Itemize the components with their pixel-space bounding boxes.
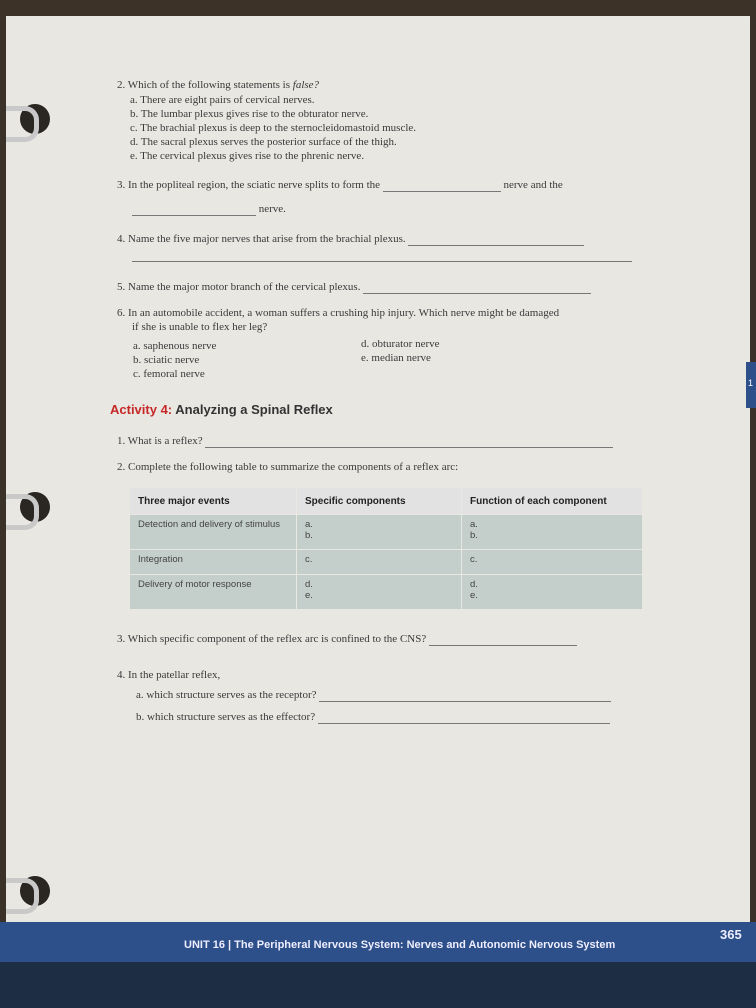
question-2-option: b. The lumbar plexus gives rise to the obturator nerve. [130,108,369,120]
question-6-option: d. obturator nerve [361,338,440,350]
answer-blank[interactable] [132,261,632,262]
question-4: 4. Name the five major nerves that arise from the brachial plexus. [117,232,584,246]
question-2-option: a. There are eight pairs of cervical nerves. [130,94,315,106]
table-cell-event: Detection and delivery of stimulus [130,515,297,550]
answer-blank[interactable] [408,245,584,246]
table-row [130,550,642,575]
binder-ring [6,878,39,914]
activity-question-4b: b. which structure serves as the effector? [136,710,610,724]
question-2-option: e. The cervical plexus gives rise to the phrenic nerve. [130,150,365,162]
footer-title: UNIT 16 | The Peripheral Nervous System: Nerves and Autonomic Nervous System [184,939,616,951]
answer-blank[interactable] [132,215,256,216]
question-2-option: d. The sacral plexus serves the posterior surface of the thigh. [130,136,397,148]
question-6-option: b. sciatic nerve [133,354,200,366]
question-6-line1: 6. In an automobile accident, a woman suffers a crushing hip injury. Which nerve might be damaged [117,307,560,319]
question-6-option: c. femoral nerve [133,368,205,380]
question-6-line2: if she is unable to flex her leg? [132,321,268,333]
chapter-tab: 1 [746,362,756,408]
bottom-desk-edge [0,962,756,1008]
question-3-continued: nerve. [132,202,286,216]
binder-ring [6,494,39,530]
answer-blank[interactable] [363,293,591,294]
answer-blank[interactable] [429,645,577,646]
table-cell-function[interactable]: d. e. [462,575,643,610]
activity-question-3: 3. Which specific component of the reflex arc is confined to the CNS? [117,632,577,646]
table-row [130,575,642,610]
activity-question-4a: a. which structure serves as the receptor? [136,688,611,702]
answer-blank[interactable] [205,447,613,448]
question-6-option: a. saphenous nerve [133,340,217,352]
answer-blank[interactable] [319,701,611,702]
table-header: Function of each component [462,488,643,515]
question-2-option: c. The brachial plexus is deep to the sternocleidomastoid muscle. [130,122,417,134]
activity-question-1: 1. What is a reflex? [117,434,613,448]
activity-title: Analyzing a Spinal Reflex [175,402,333,417]
table-header: Specific components [297,488,462,515]
table-cell-event: Delivery of motor response [130,575,297,610]
answer-line [132,248,632,262]
reflex-arc-table [130,488,642,609]
question-3: 3. In the popliteal region, the sciatic nerve splits to form the nerve and the [117,179,563,191]
table-cell-component[interactable]: d. e. [297,575,462,610]
question-2-stem: 2. Which of the following statements is false? [117,79,320,91]
activity-question-2: 2. Complete the following table to summarize the components of a reflex arc: [117,461,459,473]
table-cell-event: Integration [130,550,297,575]
question-5: 5. Name the major motor branch of the cervical plexus. [117,280,591,294]
table-cell-function[interactable]: a. b. [462,515,643,550]
answer-blank[interactable] [318,723,610,724]
activity-heading [110,402,333,417]
activity-number: Activity 4: [110,402,173,417]
activity-question-4-stem: 4. In the patellar reflex, [117,669,221,681]
table-cell-component[interactable]: a. b. [297,515,462,550]
page-number: 365 [720,927,742,942]
table-cell-component[interactable]: c. [297,550,462,575]
question-6-option: e. median nerve [361,352,431,364]
answer-blank[interactable] [383,191,501,192]
table-header: Three major events [130,488,297,515]
binder-ring [6,106,39,142]
table-row [130,515,642,550]
page-footer [0,922,756,962]
table-cell-function[interactable]: c. [462,550,643,575]
